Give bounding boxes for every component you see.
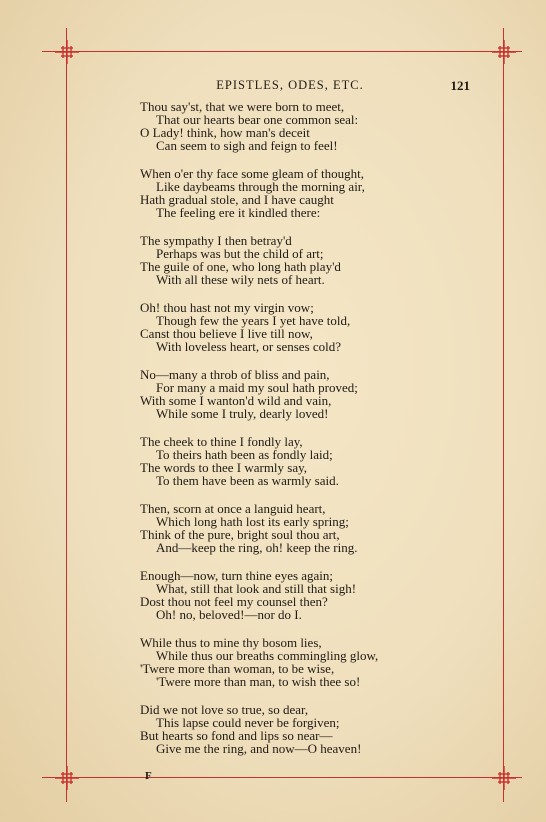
verse-line: Hath gradual stole, and I have caught — [140, 192, 334, 208]
stanza — [140, 301, 470, 353]
verse-line: That our hearts bear one common seal: — [156, 112, 359, 128]
page-number: 121 — [450, 78, 470, 93]
verse-line: Enough—now, turn thine eyes again; — [140, 567, 334, 583]
corner-ornament-icon — [489, 763, 519, 793]
verse-line: The sympathy I then betray'd — [140, 232, 292, 248]
verse-line: This lapse could never be forgiven; — [156, 714, 340, 730]
stanza — [140, 167, 470, 219]
top-border-rule — [42, 51, 522, 52]
verse-line: Like daybeams through the morning air, — [156, 179, 365, 195]
verse-line: While some I truly, dearly loved! — [156, 406, 329, 422]
stanza — [140, 636, 470, 688]
stanza — [140, 234, 470, 286]
verse-line: O Lady! think, how man's deceit — [140, 125, 310, 141]
stanza — [140, 368, 470, 420]
verse-line: Dost thou not feel my counsel then? — [140, 593, 328, 609]
stanza — [140, 502, 470, 554]
stanza — [140, 100, 470, 152]
poem-text — [140, 100, 470, 770]
left-border-rule — [66, 28, 67, 802]
verse-line: Canst thou believe I live till now, — [140, 326, 313, 342]
verse-line: The cheek to thine I fondly lay, — [140, 433, 303, 449]
verse-line: 'Twere more than man, to wish thee so! — [156, 674, 361, 690]
verse-line: When o'er thy face some gleam of thought, — [140, 165, 364, 181]
verse-line: Thou say'st, that we were born to meet, — [140, 99, 345, 114]
verse-line: With loveless heart, or senses cold? — [156, 339, 342, 355]
stanza — [140, 569, 470, 621]
verse-line: Though few the years I yet have told, — [156, 313, 351, 328]
verse-line: Then, scorn at once a languid heart, — [140, 500, 326, 516]
verse-line: And—keep the ring, oh! keep the ring. — [156, 540, 358, 556]
page-header — [110, 78, 470, 94]
verse-line: Can seem to sigh and feign to feel! — [156, 138, 338, 154]
verse-line: To them have been as warmly said. — [156, 473, 339, 489]
signature-mark: F — [145, 770, 152, 782]
verse-line: Think of the pure, bright soul thou art, — [140, 527, 340, 542]
verse-line: To theirs hath been as fondly laid; — [156, 446, 333, 462]
verse-line: Give me the ring, and now—O heaven! — [156, 741, 362, 756]
verse-line: What, still that look and still that sigh! — [156, 580, 357, 596]
verse-line: The guile of one, who long hath play'd — [140, 259, 341, 275]
verse-line: While thus to mine thy bosom lies, — [140, 634, 322, 650]
bottom-border-rule — [42, 777, 522, 778]
verse-line: The words to thee I warmly say, — [140, 460, 308, 476]
running-title: EPISTLES, ODES, ETC. — [216, 78, 364, 92]
verse-line: Did we not love so true, so dear, — [140, 701, 309, 717]
verse-line: For many a maid my soul hath proved; — [156, 379, 358, 395]
verse-line: With all these wily nets of heart. — [156, 272, 325, 288]
verse-line: While thus our breaths commingling glow, — [156, 647, 379, 663]
stanza — [140, 435, 470, 487]
corner-ornament-icon — [489, 37, 519, 67]
right-border-rule — [503, 28, 504, 802]
stanza — [140, 703, 470, 755]
verse-line: Oh! thou hast not my virgin vow; — [140, 299, 314, 315]
verse-line: No—many a throb of bliss and pain, — [140, 366, 330, 382]
verse-line: Which long hath lost its early spring; — [156, 513, 349, 529]
verse-line: 'Twere more than woman, to be wise, — [140, 660, 335, 676]
verse-line: Oh! no, beloved!—nor do I. — [156, 607, 302, 623]
verse-line: But hearts so fond and lips so near— — [140, 727, 333, 743]
corner-ornament-icon — [52, 37, 82, 67]
corner-ornament-icon — [52, 763, 82, 793]
verse-line: Perhaps was but the child of art; — [156, 246, 324, 262]
verse-line: The feeling ere it kindled there: — [156, 205, 321, 221]
verse-line: With some I wanton'd wild and vain, — [140, 393, 332, 409]
